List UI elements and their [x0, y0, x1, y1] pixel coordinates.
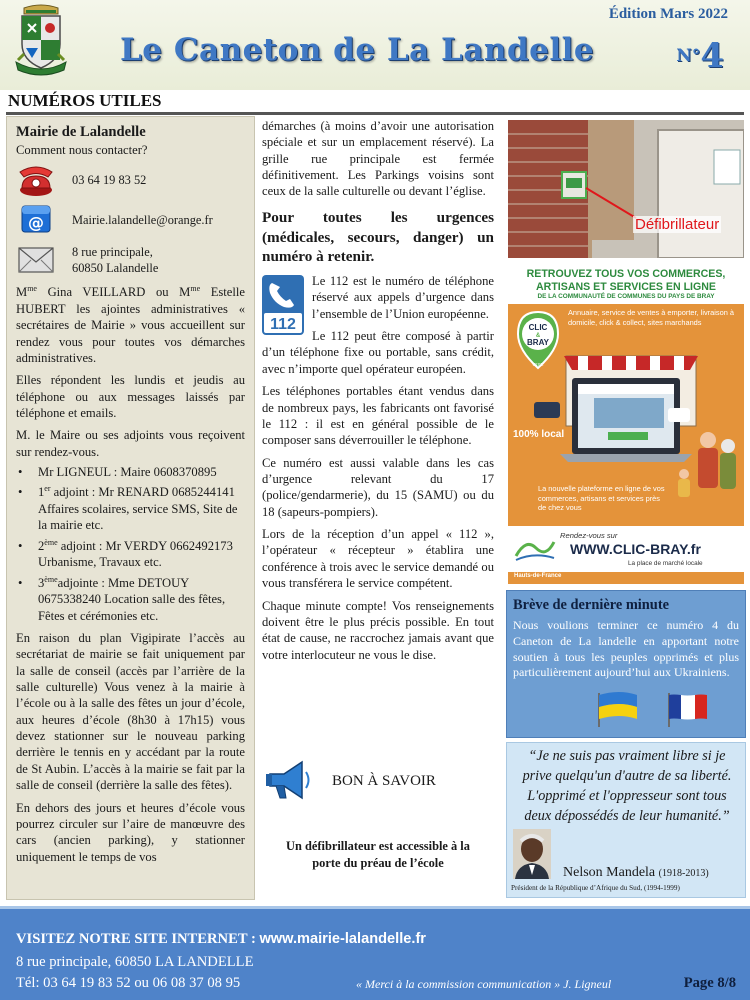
newsletter-title: Le Caneton de La Landelle — [120, 32, 595, 68]
edition-date: Édition Mars 2022 — [608, 6, 728, 22]
contact-phone-row — [16, 162, 245, 198]
defibrillateur-label: Défibrillateur — [635, 216, 720, 233]
quote-caption: Président de la République d’Afrique du Sud, (1994-1999) — [511, 884, 680, 892]
ukraine-flag-icon — [593, 689, 641, 729]
badge-oise: OISE — [532, 362, 544, 367]
list-item: • 2ème adjoint : Mr VERDY 0662492173 Urbanisme, Travaux etc. — [16, 538, 245, 571]
urgences-heading: Pour toutes les urgences (médicales, secours, danger) un numéro à retenir. — [262, 208, 494, 266]
mairie-contact-panel — [6, 116, 255, 900]
footer-visit-label: VISITEZ NOTRE SITE INTERNET : — [16, 931, 260, 947]
envelope-icon — [16, 242, 56, 278]
address-line-2: 60850 Lalandelle — [72, 261, 159, 276]
quote-text: “Je ne suis pas vraiment libre si je prive quelqu'un d'autre de sa liberté. L'opprimé et l'oppresseur sont tous deux dépossédés de leur humanité.” — [522, 748, 732, 824]
mandela-portrait-icon — [513, 829, 551, 879]
defibrillateur-photo — [508, 120, 744, 258]
mandela-quote-box — [506, 742, 746, 898]
contact-email-row — [16, 202, 245, 238]
page-number: Page 8/8 — [683, 975, 736, 991]
svg-text:@: @ — [28, 213, 44, 233]
112-cas-paragraph: Ce numéro est aussi valable dans les cas d’urgence relevant du 17 (police/gendarmerie), du 15 (SAMU) ou du 18 (sapeurs-pompiers). — [262, 455, 494, 519]
footer-visit-line — [16, 931, 426, 948]
mairie-email[interactable]: Mairie.lalandelle@orange.fr — [72, 213, 213, 228]
page-footer — [0, 906, 750, 1000]
badge-bray: BRAY — [527, 338, 549, 347]
footer-address: 8 rue principale, 60850 LA LANDELLE — [16, 954, 254, 970]
ad-platform-text: La nouvelle plateforme en ligne de vos commerces, artisans et services près de chez vous — [538, 484, 665, 513]
112-intro-paragraph: Le 112 est le numéro de téléphone réservé aux appels d’urgence dans l’ensemble de l’Union européenne. — [312, 274, 494, 321]
breve-box — [506, 590, 746, 738]
email-icon — [16, 202, 56, 238]
defibrillateur-note: Un défibrillateur est accessible à la porte du préau de l’école — [286, 839, 470, 871]
ad-headline: RETROUVEZ TOUS VOS COMMERCES, ARTISANS ET SERVICES EN LIGNE — [526, 268, 726, 293]
breve-text: Nous voulions terminer ce numéro 4 du Caneton de La landelle en apportant notre soutien à tous les peuples opprimés et plus particulièrement aujourd’hui aux Ukrainiens. — [513, 618, 739, 680]
phone-112-icon — [262, 275, 304, 335]
vigipirate-paragraph: En raison du plan Vigipirate l’accès au secrétariat de mairie se fait uniquement par la salle de conseil (accès par l’arrière de la salle culturelle) Vous venez à la mairie à l’école ou à la salle des fêtes un jour d’école, aux heures d’école (8h30 à 17h15) vous devez stationner sur le nouveau parking derrière le tennis en y accédant par la route de St Aubin. L’accès à la mairie se fait par la salle de conseil (derrière la salle des fêtes). — [16, 630, 245, 793]
breve-heading: Brève de dernière minute — [513, 597, 669, 613]
112-reception-paragraph: Lors de la réception d’un appel « 112 », l’opérateur « récepteur » établira une conférence à trois avec le service demandé ou vous transférera le service compétent. — [262, 527, 494, 591]
ad-subheadline: DE LA COMMUNAUTÉ DE COMMUNES DU PAYS DE BRAY — [537, 293, 715, 300]
icon-112-label: 112 — [270, 316, 296, 334]
secretaires-paragraph: $M^{me}$ Gina VEILLARD ou $M^{me}$ Estelle HUBERT les ajointes administratives « secrétaires de Mairie » vous accueillent sur rendez vous pour toutes vos démarches administratives. — [16, 284, 245, 365]
crest-logo-icon — [14, 4, 68, 76]
section-divider — [6, 112, 744, 115]
112-conseils-paragraph: Chaque minute compte! Vos renseignements doivent être le plus précis possible. En tout état de cause, ne raccrochez jamais avant que votre interlocuteur ne vous le dise. — [262, 598, 494, 662]
badge-amp: & — [535, 333, 541, 339]
list-item: • 1er adjoint : Mr RENARD 0685244141 Affaires scolaires, service SMS, Site de la mairie etc. — [16, 484, 245, 533]
urgences-column — [262, 118, 494, 898]
address-line-1: 8 rue principale, — [72, 245, 153, 260]
section-title: NUMÉROS UTILES — [8, 91, 162, 110]
france-flag-icon — [663, 689, 711, 729]
bon-a-savoir-title: BON À SAVOIR — [332, 773, 436, 789]
ad-place-tagline: La place de marché locale — [628, 560, 703, 567]
mairie-heading: Mairie de Lalandelle — [16, 124, 146, 140]
parking-paragraph: En dehors des jours et heures d’école vous pourrez circuler sur l’aire de manœuvre des cars (ancien parking), y stationner uniquement le temps de vos — [16, 800, 245, 864]
112-portables-paragraph: Les téléphones portables étant vendus dans de nombreux pays, les fabricants ont favorisé le 112 : il est en général possible de le composer sans déverrouiller le téléphone. — [262, 384, 494, 448]
ad-region-label: Hauts-de-France — [514, 573, 562, 579]
footer-credit: « Merci à la commission communication » J. Ligneul — [356, 977, 612, 991]
pays-de-bray-logo-icon — [514, 534, 556, 562]
footer-phone: Tél: 03 64 19 83 52 ou 06 08 37 08 95 — [16, 975, 241, 991]
badge-clic: CLIC — [528, 323, 548, 332]
ad-local-badge: 100% local — [513, 429, 565, 440]
rendez-vous-paragraph: M. le Maire ou ses adjoints vous reçoivent sur rendez-vous. — [16, 428, 245, 459]
contact-address-row — [16, 242, 245, 278]
ad-region-strip — [508, 572, 744, 584]
ad-website-link[interactable]: WWW.CLIC-BRAY.fr — [570, 541, 701, 557]
ad-rendez-vous: Rendez-vous sur — [560, 531, 618, 540]
112-fixe-paragraph: Le 112 peut être composé à partir d’un téléphone fixe ou portable, sans crédit, avec n’importe quel opérateur européen. — [262, 329, 494, 376]
ad-services-text: Annuaire, service de ventes à emporter, livraison à domicile, click & collect, sites marchands — [568, 308, 734, 327]
masthead-header — [0, 0, 750, 90]
issue-number — [676, 36, 724, 76]
list-item: • 3èmeadjointe : Mme DETOUY 0675338240 Location salle des fêtes, Fêtes et cérémonies etc. — [16, 575, 245, 624]
list-item: • Mr LIGNEUL : Maire 0608370895 — [16, 464, 245, 480]
footer-website-link[interactable]: www.mairie-lalandelle.fr — [259, 931, 426, 947]
defibrillateur-photo-image — [508, 120, 744, 258]
adjoints-list — [16, 464, 245, 624]
horaires-paragraph: Elles répondent les lundis et jeudis au téléphone ou aux messages laissés par téléphone et emails. — [16, 373, 245, 421]
mairie-phone: 03 64 19 83 52 — [72, 173, 147, 188]
red-phone-icon — [16, 162, 56, 198]
clic-bray-advertisement — [508, 264, 744, 584]
parking-continued-paragraph: démarches (à moins d’avoir une autorisation spéciale et sur un emplacement réservé). La grille rue principale est fermée définitivement. Les Parkings voisins sont ceux de la salle culturelle ou devant l’église. — [262, 119, 494, 199]
megaphone-icon — [262, 758, 314, 802]
mairie-address — [72, 244, 158, 276]
issue-label: N° — [676, 46, 701, 66]
quote-author: Nelson Mandela (1918-2013) — [563, 865, 709, 880]
issue-value: 4 — [700, 36, 724, 76]
mairie-subheading: Comment nous contacter? — [16, 142, 148, 157]
